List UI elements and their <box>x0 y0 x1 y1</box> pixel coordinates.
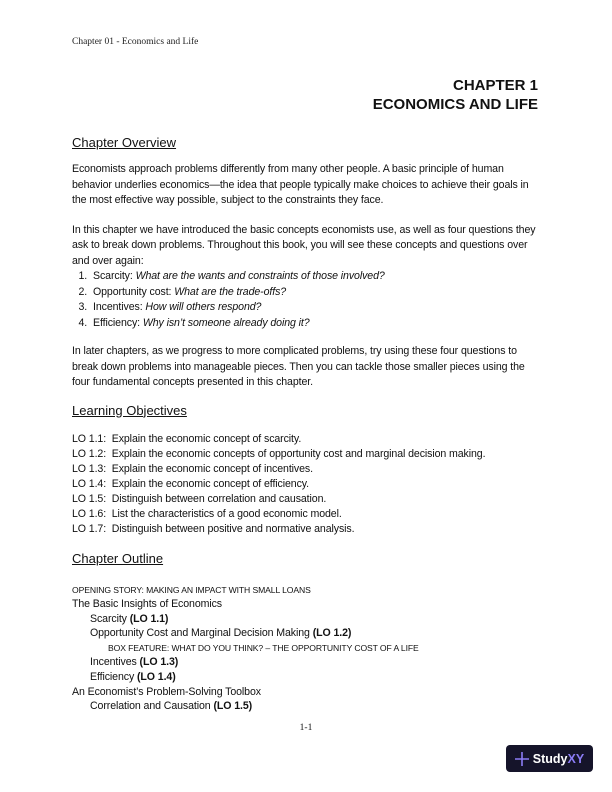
studyxy-badge[interactable] <box>506 745 593 772</box>
chapter-title <box>0 76 538 114</box>
overview-body <box>72 162 542 391</box>
overview-para-3: In later chapters, as we progress to more complicated problems, try using these four questions to break down problems into manageable pieces. Then you can tackle those smaller pieces using the four fundamental concepts presented in this chapter. <box>72 345 525 388</box>
outline-heading: Chapter Outline <box>72 550 164 566</box>
overview-para-1: Economists approach problems differently from many other people. A basic principle of human behavior underlies economics—the idea that people typically make choices to achieve their goals in the most effective way possible, subject to the constraints they face. <box>72 163 529 206</box>
outline-opening-story: OPENING STORY: MAKING AN IMPACT WITH SMALL LOANS <box>72 584 311 595</box>
objective-item: LO 1.3: Explain the economic concept of incentives. <box>72 462 313 475</box>
badge-label: StudyXY <box>532 751 585 766</box>
overview-para-2: In this chapter we have introduced the basic concepts economists use, as well as four questions they ask to break down problems. Throughout this book, you will see these concepts and questions over and over again: <box>72 223 536 267</box>
list-item: 4. Efficiency: Why isn’t someone already doing it? <box>90 316 542 332</box>
objective-item: LO 1.6: List the characteristics of a good economic model. <box>72 507 342 520</box>
outline-correlation: Correlation and Causation (LO 1.5) <box>90 700 253 713</box>
objective-item: LO 1.4: Explain the economic concept of efficiency. <box>72 477 310 490</box>
outline-efficiency: Efficiency (LO 1.4) <box>90 671 176 684</box>
outline-list <box>72 583 542 714</box>
plus-icon <box>515 752 529 766</box>
objective-item: LO 1.7: Distinguish between positive and normative analysis. <box>72 522 355 535</box>
outline-toolbox: An Economist’s Problem-Solving Toolbox <box>72 685 261 698</box>
outline-basic-insights: The Basic Insights of Economics <box>72 598 222 611</box>
outline-scarcity: Scarcity (LO 1.1) <box>90 612 169 625</box>
objectives-heading: Learning Objectives <box>72 402 187 418</box>
objective-item: LO 1.5: Distinguish between correlation and causation. <box>72 492 327 505</box>
chapter-number: CHAPTER 1 <box>452 77 538 94</box>
chapter-name: ECONOMICS AND LIFE <box>372 96 538 113</box>
objectives-list <box>72 432 542 537</box>
running-header: Chapter 01 - Economics and Life <box>72 37 199 47</box>
outline-opportunity-cost: Opportunity Cost and Marginal Decision Making (LO 1.2) <box>90 627 352 640</box>
overview-heading: Chapter Overview <box>72 135 177 150</box>
outline-incentives: Incentives (LO 1.3) <box>90 656 179 669</box>
objective-item: LO 1.2: Explain the economic concepts of opportunity cost and marginal decision making. <box>72 447 486 460</box>
list-item: 2. Opportunity cost: What are the trade-offs? <box>90 285 542 301</box>
list-item: 3. Incentives: How will others respond? <box>90 300 542 316</box>
four-questions-list <box>72 269 542 331</box>
outline-box-feature: BOX FEATURE: WHAT DO YOU THINK? – THE OPPORTUNITY COST OF A LIFE <box>108 642 419 653</box>
objective-item: LO 1.1: Explain the economic concept of scarcity. <box>72 432 302 445</box>
list-item: 1. Scarcity: What are the wants and constraints of those involved? <box>90 269 542 285</box>
page-number: 1-1 <box>299 722 313 733</box>
